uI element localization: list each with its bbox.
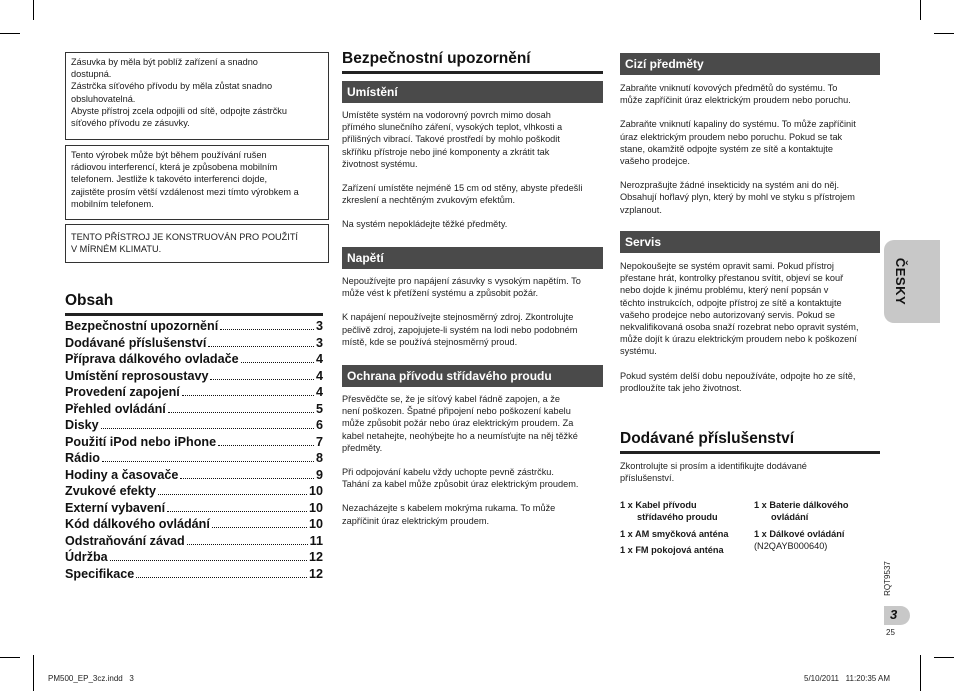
toc-entry-label: Specifikace [65, 566, 135, 581]
paragraph [342, 109, 612, 170]
placement-text [342, 109, 612, 243]
toc-entry-label: Zvukové efekty [65, 484, 156, 498]
text-line: vzplanout. [620, 204, 662, 215]
accessory-name: 1 x Dálkové ovládání [754, 529, 845, 539]
toc-leader-dots [158, 494, 307, 495]
toc-entry-label: Přehled ovládání [65, 401, 166, 416]
toc-entry-page: 8 [315, 451, 323, 465]
paragraph [620, 260, 890, 358]
toc-entry-page: 12 [308, 550, 323, 564]
toc-entry-label: Příprava dálkového ovladače [65, 352, 239, 366]
voltage-text [342, 275, 612, 360]
section-bar-foreign: Cizí předměty [620, 53, 880, 75]
toc-entry-label: Dodávané příslušenství [65, 335, 207, 350]
text-line: Nerozprašujte žádné insekticidy na systém ani do něj. [620, 180, 840, 191]
toc-leader-dots [168, 412, 314, 413]
paragraph [342, 311, 612, 348]
text-line: stane, okamžitě odpojte systém ze sítě a kontaktujte [620, 143, 833, 154]
notice-box-socket [65, 52, 329, 140]
text-line: Zařízení umístěte nejméně 15 cm od stěny, abyste předešli [342, 183, 583, 194]
contents-title: Obsah [65, 292, 114, 309]
text-line: Umístěte systém na vodorovný povrch mimo dosah [342, 110, 551, 120]
notice-box-interference [65, 145, 329, 220]
toc-entry-label: Odstraňování závad [65, 533, 185, 548]
toc-leader-dots [182, 395, 314, 396]
toc-entry[interactable] [65, 336, 323, 353]
toc-entry[interactable] [65, 550, 323, 567]
toc-entry[interactable] [65, 534, 323, 551]
text-line: nebo dojde k jinému problému, který není popsán v [620, 285, 829, 296]
text-line: může zapříčinit úraz elektrickým proudem nebo poruchu. [620, 95, 851, 106]
toc-leader-dots [180, 478, 314, 479]
text-line: Na systém nepokládejte těžké předměty. [342, 219, 508, 230]
paragraph [620, 82, 890, 106]
text-line: nekvalifikovaná osoba snaží rozebrat nebo opravit systém, [620, 322, 859, 333]
toc-entry[interactable] [65, 352, 323, 369]
toc-entry-page: 10 [308, 484, 323, 498]
notice-box-climate [65, 224, 329, 263]
page-badge-number: 3 [890, 607, 898, 622]
accessory-part-number: (N2QAYB000640) [754, 541, 828, 551]
crop-mark [920, 0, 921, 20]
text-line: pečlivě zdroj, zapojujete-li systém na lodi nebo podobném [342, 324, 578, 335]
text-line: Pokud systém delší dobu nepoužíváte, odpojte ho ze sítě, [620, 370, 856, 381]
notice-line: TENTO PŘÍSTROJ JE KONSTRUOVÁN PRO POUŽITÍ [71, 232, 298, 242]
crop-mark [0, 657, 20, 658]
accessory-item [754, 499, 848, 523]
toc-leader-dots [136, 577, 307, 578]
toc-leader-dots [102, 461, 314, 462]
accessory-name-cont: ovládání [771, 512, 809, 522]
safety-title-rule [342, 71, 603, 74]
text-line: Přesvědčte se, že je síťový kabel řádně zapojen, a že [342, 394, 560, 404]
toc-entry[interactable] [65, 418, 323, 435]
accessory-item [620, 528, 728, 540]
toc-entry-label: Údržba [65, 550, 108, 564]
toc-entry-page: 5 [315, 401, 323, 416]
paragraph [620, 179, 890, 216]
toc-entry-page: 4 [315, 368, 323, 383]
toc-entry[interactable] [65, 369, 323, 386]
accessory-item [620, 499, 718, 523]
toc-entry[interactable] [65, 517, 323, 534]
text-line: příslušenství. [620, 473, 675, 484]
accessory-name: 1 x Kabel přívodu [620, 500, 697, 510]
notice-line: dostupná. [71, 69, 112, 80]
paragraph [342, 275, 612, 299]
toc-entry-label: Bezpečnostní upozornění [65, 319, 219, 333]
text-line: Při odpojování kabelu vždy uchopte pevně zástrčku. [342, 467, 554, 478]
text-line: životnost systému. [342, 158, 418, 169]
toc-entry-page: 9 [315, 467, 323, 482]
toc-entry-label: Použití iPod nebo iPhone [65, 434, 217, 449]
ac-cord-text [342, 393, 612, 539]
notice-line: mobilním telefonem. [71, 198, 154, 209]
text-line: předměty. [342, 442, 383, 453]
toc-leader-dots [101, 428, 314, 429]
file-info: PM500_EP_3cz.indd 3 [48, 674, 134, 683]
notice-line: V MÍRNÉM KLIMATU. [71, 244, 162, 255]
toc-entry[interactable] [65, 484, 323, 501]
toc-entry[interactable] [65, 319, 323, 336]
section-bar-voltage: Napětí [342, 247, 603, 269]
text-line: kabel netahejte, neohýbejte ho a neumísťujte na něj těžké [342, 430, 578, 441]
crop-mark [0, 33, 20, 34]
paragraph [342, 502, 612, 526]
language-tab-label-wrap [884, 240, 918, 323]
notice-line: Zásuvka by měla být poblíž zařízení a snadno [71, 57, 258, 67]
text-line: zapříčinit úraz elektrickým proudem. [342, 515, 490, 526]
toc-entry-page: 4 [315, 352, 323, 366]
text-line: přímého slunečního záření, vysokých teplot, vlhkosti a [342, 122, 563, 133]
notice-line: síťového přívodu ze zásuvky. [71, 118, 190, 129]
accessories-title: Dodávané příslušenství [620, 430, 795, 447]
toc-entry-page: 12 [308, 566, 323, 581]
toc-leader-dots [110, 560, 307, 561]
text-line: Zabraňte vniknutí kapaliny do systému. To může zapříčinit [620, 119, 856, 130]
text-line: místě, kde se používá stejnosměrný proud. [342, 336, 518, 347]
language-tab-label: ČESKY [893, 257, 909, 306]
toc-leader-dots [241, 362, 314, 363]
doc-code-text: RQT9537 [882, 561, 892, 596]
text-line: může dojít k úrazu elektrickým proudem nebo k poškození [620, 334, 857, 345]
notice-line: Zástrčka síťového přívodu by měla zůstat snadno [71, 81, 273, 92]
accessory-name-cont: střídavého proudu [637, 512, 718, 522]
service-text [620, 260, 890, 406]
crop-mark [934, 657, 954, 658]
contents-title-rule [65, 313, 323, 316]
toc-entry-label: Disky [65, 418, 99, 432]
toc-entry-label: Externí vybavení [65, 500, 166, 515]
toc-entry[interactable] [65, 385, 323, 402]
notice-line: obsluhovatelná. [71, 93, 136, 104]
text-line: Nepokoušejte se systém opravit sami. Pokud přístroj [620, 261, 834, 271]
crop-mark [934, 33, 954, 34]
text-line: Obsahují hořlavý plyn, který by mohl ve styku s přístrojem [620, 192, 855, 203]
accessories-title-rule [620, 451, 880, 454]
paragraph [342, 218, 612, 230]
text-line: skříňku přístroje nebo jiné komponenty a zkrátit tak [342, 146, 550, 157]
text-line: Nepoužívejte pro napájení zásuvky s vysokým napětím. To [342, 276, 581, 286]
accessory-item [754, 528, 844, 552]
table-of-contents [65, 319, 323, 583]
toc-entry-label: Umístění reprosoustavy [65, 368, 209, 383]
toc-entry-label: Rádio [65, 451, 100, 465]
toc-leader-dots [210, 379, 314, 380]
text-line: přestane hrát, kontrolky přestanou svítit, objeví se kouř [620, 273, 844, 284]
crop-mark [33, 655, 34, 691]
text-line: systému. [620, 346, 657, 357]
toc-entry[interactable] [65, 501, 323, 518]
text-line: Tahání za kabel může způsobit úraz elektrickým proudem. [342, 479, 579, 490]
accessory-name: 1 x AM smyčková anténa [620, 529, 729, 539]
text-line: prodloužíte tak jeho životnost. [620, 382, 742, 393]
toc-leader-dots [187, 544, 308, 545]
toc-entry-label: Hodiny a časovače [65, 467, 179, 482]
toc-entry-page: 3 [315, 319, 323, 333]
section-bar-placement: Umístění [342, 81, 603, 103]
text-line: Zabraňte vniknutí kovových předmětů do systému. To [620, 83, 838, 93]
notice-line: Abyste přístroj zcela odpojili od sítě, odpojte zástrčku [71, 105, 288, 116]
text-line: K napájení nepoužívejte stejnosměrný zdroj. Zkontrolujte [342, 312, 574, 323]
section-bar-ac-cord: Ochrana přívodu střídavého proudu [342, 365, 603, 387]
section-bar-service: Servis [620, 231, 880, 253]
crop-mark [33, 0, 34, 20]
text-line: Zkontrolujte si prosím a identifikujte dodávané [620, 461, 807, 471]
toc-entry-page: 11 [309, 533, 323, 548]
text-line: není poškozen. Špatné připojení nebo poškození kabelu [342, 406, 571, 417]
paragraph [620, 118, 890, 167]
text-line: přílišných vibrací. Takové prostředí by mohlo poškodit [342, 134, 560, 145]
accessory-name: 1 x Baterie dálkového [754, 500, 849, 510]
toc-entry-page: 10 [308, 500, 323, 515]
toc-leader-dots [218, 445, 314, 446]
toc-leader-dots [220, 329, 314, 330]
crop-mark [920, 655, 921, 691]
toc-entry-page: 10 [308, 517, 323, 531]
toc-leader-dots [167, 511, 307, 512]
toc-entry-page: 7 [315, 434, 323, 449]
toc-entry-page: 3 [315, 335, 323, 350]
doc-code [884, 560, 896, 600]
accessory-name: 1 x FM pokojová anténa [620, 545, 724, 555]
accessories-intro [620, 460, 890, 484]
safety-title: Bezpečnostní upozornění [342, 50, 531, 67]
accessory-item [620, 544, 724, 556]
paragraph [342, 466, 612, 490]
toc-entry[interactable] [65, 402, 323, 419]
paragraph [620, 370, 890, 394]
timestamp: 5/10/2011 11:20:35 AM [804, 674, 890, 683]
text-line: může způsobit požár nebo úraz elektrickým proudem. Za [342, 418, 574, 429]
toc-entry[interactable] [65, 567, 323, 584]
toc-leader-dots [212, 527, 307, 528]
notice-line: zajistěte prosím větší vzdálenost mezi tímto výrobkem a [71, 186, 299, 197]
toc-entry-page: 6 [315, 418, 323, 432]
page-badge [884, 606, 910, 625]
toc-entry-label: Kód dálkového ovládání [65, 517, 210, 531]
paragraph [342, 182, 612, 206]
text-line: může vést k přetížení systému a způsobit požár. [342, 288, 539, 299]
text-line: úraz elektrickým proudem nebo poruchu. Pokud se tak [620, 131, 843, 142]
text-line: Nezacházejte s kabelem mokrýma rukama. To může [342, 503, 556, 514]
toc-entry[interactable] [65, 451, 323, 468]
text-line: zkreslení a nechtěným zvukovým efektům. [342, 195, 516, 206]
page-number: 25 [886, 628, 895, 637]
text-line: vašeho prodejce. [620, 156, 690, 167]
text-line: těchto instrukcích, odpojte přístroj ze sítě a kontaktujte [620, 297, 842, 308]
toc-entry-label: Provedení zapojení [65, 385, 180, 399]
toc-entry-page: 4 [315, 385, 323, 399]
notice-line: telefonem. Jestliže k takovéto interferenci dojde, [71, 174, 268, 185]
toc-leader-dots [208, 346, 314, 347]
toc-entry[interactable] [65, 468, 323, 485]
notice-line: Tento výrobek může být během používání rušen [71, 150, 267, 160]
paragraph [342, 393, 612, 454]
toc-entry[interactable] [65, 435, 323, 452]
notice-line: rádiovou interferencí, která je způsobena mobilním [71, 162, 278, 173]
text-line: vašeho prodejce nebo autorizovaný servis. Pokud se [620, 309, 836, 320]
foreign-text [620, 82, 890, 228]
